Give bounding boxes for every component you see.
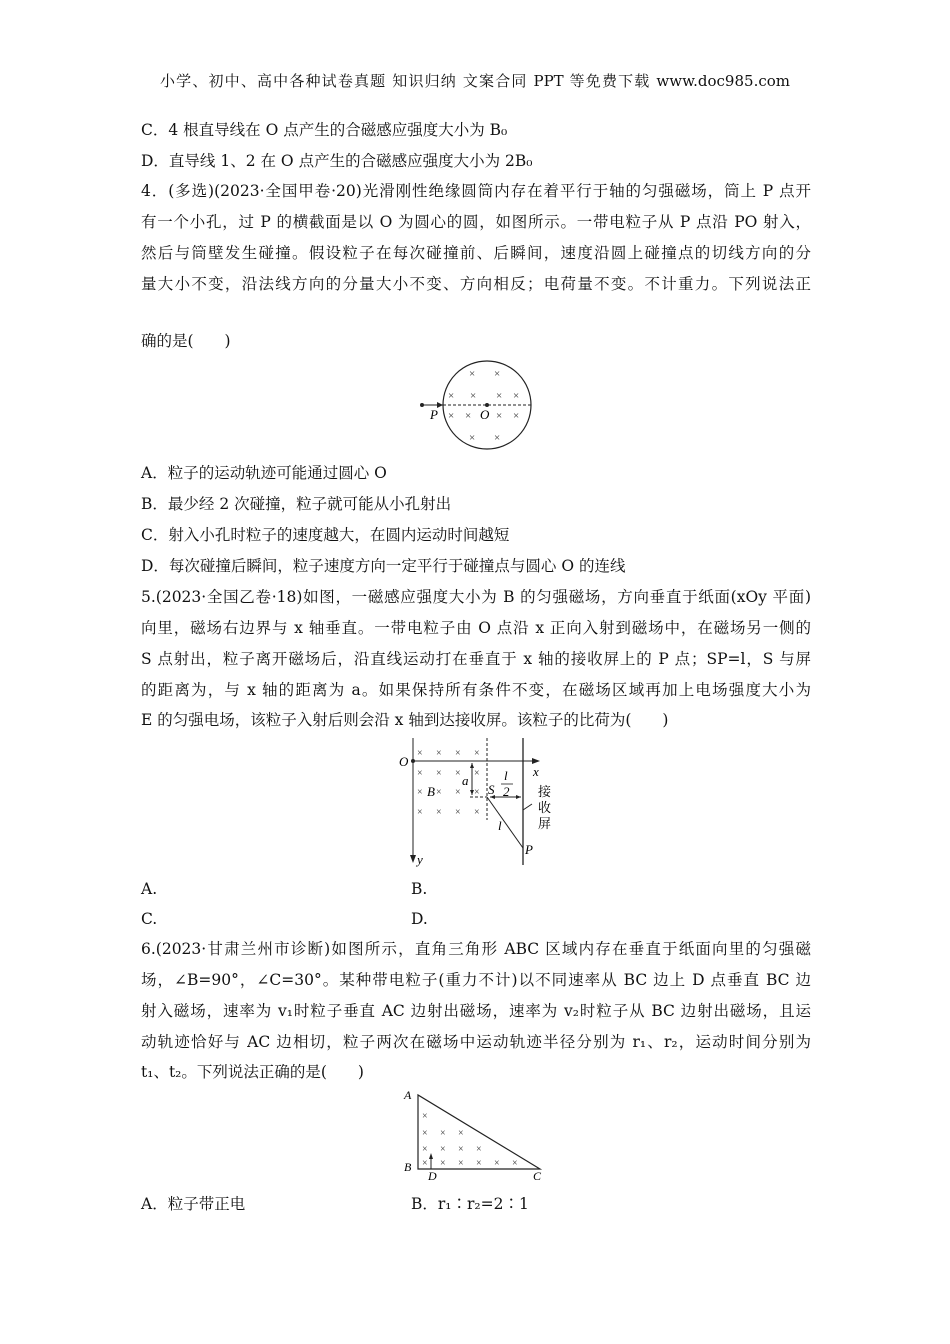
svg-text:×: × bbox=[474, 768, 480, 779]
q4-line: 确的是( ) bbox=[141, 332, 231, 350]
q5-line: 的距离为，与 x 轴的距离为 a。如果保持所有条件不变，在磁场区域再加上电场强度大小为 bbox=[141, 681, 811, 699]
q4-option-c: C．射入小孔时粒子的速度越大，在圆内运动时间越短 bbox=[141, 526, 510, 544]
svg-text:×: × bbox=[440, 1158, 446, 1169]
q3-option-c: C．4 根直导线在 O 点产生的合磁感应强度大小为 B₀ bbox=[141, 121, 508, 139]
label-o: O bbox=[480, 407, 490, 422]
q5-option-d: D. bbox=[411, 910, 428, 928]
svg-text:×: × bbox=[469, 432, 476, 444]
svg-text:×: × bbox=[476, 1144, 482, 1155]
svg-text:×: × bbox=[513, 390, 520, 402]
q4-line: 然后与筒壁发生碰撞。假设粒子在每次碰撞前、后瞬间，速度沿圆上碰撞点的切线方向的分 bbox=[141, 244, 811, 262]
q6-option-b: B．r₁∶r₂=2∶1 bbox=[411, 1195, 529, 1213]
svg-text:P: P bbox=[525, 842, 533, 857]
svg-text:×: × bbox=[417, 807, 423, 818]
svg-text:y: y bbox=[417, 852, 423, 867]
svg-text:2: 2 bbox=[503, 784, 510, 799]
q5-line: 向里，磁场右边界与 x 轴垂直。一带电粒子由 O 点沿 x 正向入射到磁场中，在磁场另一侧的 bbox=[141, 619, 811, 637]
svg-text:O: O bbox=[399, 754, 409, 769]
svg-text:×: × bbox=[417, 768, 423, 779]
q6-line: 场，∠B=90°，∠C=30°。某种带电粒子(重力不计)以不同速率从 BC 边上 D 点垂直 BC 边 bbox=[141, 971, 811, 989]
svg-text:收: 收 bbox=[538, 800, 552, 815]
svg-text:×: × bbox=[455, 807, 461, 818]
svg-text:接: 接 bbox=[538, 784, 552, 799]
svg-text:×: × bbox=[422, 1128, 428, 1139]
q4-line: 量大小不变，沿法线方向的分量大小不变、方向相反；电荷量不变。不计重力。下列说法正 bbox=[141, 275, 811, 293]
page-header: 小学、初中、高中各种试卷真题 知识归纳 文案合同 PPT 等免费下载 www.doc985.com bbox=[160, 72, 790, 90]
q5-line: 5.(2023·全国乙卷·18)如图，一磁感应强度大小为 B 的匀强磁场，方向垂直于纸面(xOy 平面) bbox=[141, 588, 811, 606]
svg-text:×: × bbox=[474, 748, 480, 759]
q5-option-b: B. bbox=[411, 880, 428, 898]
svg-text:×: × bbox=[455, 768, 461, 779]
svg-text:×: × bbox=[458, 1128, 464, 1139]
q6-triangle-figure bbox=[400, 1085, 550, 1180]
svg-text:×: × bbox=[422, 1144, 428, 1155]
q6-line: 射入磁场，速率为 v₁时粒子垂直 AC 边射出磁场，速率为 v₂时粒子从 BC 边射出磁场，且运 bbox=[141, 1002, 811, 1020]
q4-option-a: A．粒子的运动轨迹可能通过圆心 O bbox=[141, 464, 387, 482]
svg-text:×: × bbox=[422, 1111, 428, 1122]
q4-line: 有一个小孔，过 P 的横截面是以 O 为圆心的圆，如图所示。一带电粒子从 P 点沿 PO 射入， bbox=[141, 213, 811, 231]
svg-text:×: × bbox=[469, 368, 476, 380]
svg-text:×: × bbox=[470, 390, 477, 402]
svg-text:×: × bbox=[436, 787, 442, 798]
svg-text:×: × bbox=[455, 787, 461, 798]
svg-text:×: × bbox=[436, 807, 442, 818]
svg-text:B: B bbox=[427, 784, 435, 799]
svg-text:×: × bbox=[476, 1158, 482, 1169]
svg-text:a: a bbox=[462, 773, 469, 788]
svg-text:×: × bbox=[436, 768, 442, 779]
svg-text:×: × bbox=[474, 807, 480, 818]
svg-text:×: × bbox=[436, 748, 442, 759]
svg-text:C: C bbox=[533, 1169, 542, 1180]
svg-text:x: x bbox=[533, 764, 539, 779]
svg-text:×: × bbox=[513, 410, 520, 422]
svg-text:×: × bbox=[494, 368, 501, 380]
q4-circle-figure bbox=[410, 355, 570, 455]
svg-text:S: S bbox=[488, 782, 495, 797]
svg-text:×: × bbox=[448, 410, 455, 422]
svg-text:×: × bbox=[494, 1158, 500, 1169]
svg-text:B: B bbox=[404, 1160, 412, 1174]
svg-text:×: × bbox=[465, 410, 472, 422]
svg-text:×: × bbox=[417, 748, 423, 759]
svg-text:×: × bbox=[496, 390, 503, 402]
label-p: P bbox=[430, 407, 438, 422]
svg-text:×: × bbox=[458, 1144, 464, 1155]
q6-line: 动轨迹恰好与 AC 边相切，粒子两次在磁场中运动轨迹半径分别为 r₁、r₂，运动时间分别为 bbox=[141, 1033, 811, 1051]
svg-text:×: × bbox=[496, 410, 503, 422]
svg-text:×: × bbox=[422, 1158, 428, 1169]
svg-text:×: × bbox=[440, 1128, 446, 1139]
q6-line: 6.(2023·甘肃兰州市诊断)如图所示，直角三角形 ABC 区域内存在垂直于纸面向里的匀强磁 bbox=[141, 940, 811, 958]
svg-text:×: × bbox=[417, 787, 423, 798]
q5-option-a: A. bbox=[141, 880, 158, 898]
q3-option-d: D．直导线 1、2 在 O 点产生的合磁感应强度大小为 2B₀ bbox=[141, 152, 533, 170]
svg-text:A: A bbox=[404, 1088, 412, 1102]
svg-text:×: × bbox=[512, 1158, 518, 1169]
q5-line: S 点射出，粒子离开磁场后，沿直线运动打在垂直于 x 轴的接收屏上的 P 点；SP=l，S 与屏 bbox=[141, 650, 811, 668]
svg-text:×: × bbox=[455, 748, 461, 759]
svg-text:×: × bbox=[448, 390, 455, 402]
q4-option-d: D．每次碰撞后瞬间，粒子速度方向一定平行于碰撞点与圆心 O 的连线 bbox=[141, 557, 626, 575]
q5-field-figure bbox=[380, 730, 580, 870]
q4-option-b: B．最少经 2 次碰撞，粒子就可能从小孔射出 bbox=[141, 495, 452, 513]
svg-text:×: × bbox=[440, 1144, 446, 1155]
q5-line: E 的匀强电场，该粒子入射后则会沿 x 轴到达接收屏。该粒子的比荷为( ) bbox=[141, 711, 669, 729]
svg-text:l: l bbox=[498, 818, 502, 833]
svg-text:D: D bbox=[428, 1169, 437, 1180]
q4-line: 4．(多选)(2023·全国甲卷·20)光滑刚性绝缘圆筒内存在着平行于轴的匀强磁场，筒上 P 点开 bbox=[141, 182, 811, 200]
svg-text:×: × bbox=[474, 787, 480, 798]
svg-text:l: l bbox=[504, 768, 508, 783]
q6-option-a: A．粒子带正电 bbox=[141, 1195, 246, 1213]
q6-line: t₁、t₂。下列说法正确的是( ) bbox=[141, 1063, 364, 1081]
svg-text:屏: 屏 bbox=[538, 816, 552, 831]
svg-text:×: × bbox=[494, 432, 501, 444]
q5-option-c: C. bbox=[141, 910, 158, 928]
svg-text:×: × bbox=[458, 1158, 464, 1169]
